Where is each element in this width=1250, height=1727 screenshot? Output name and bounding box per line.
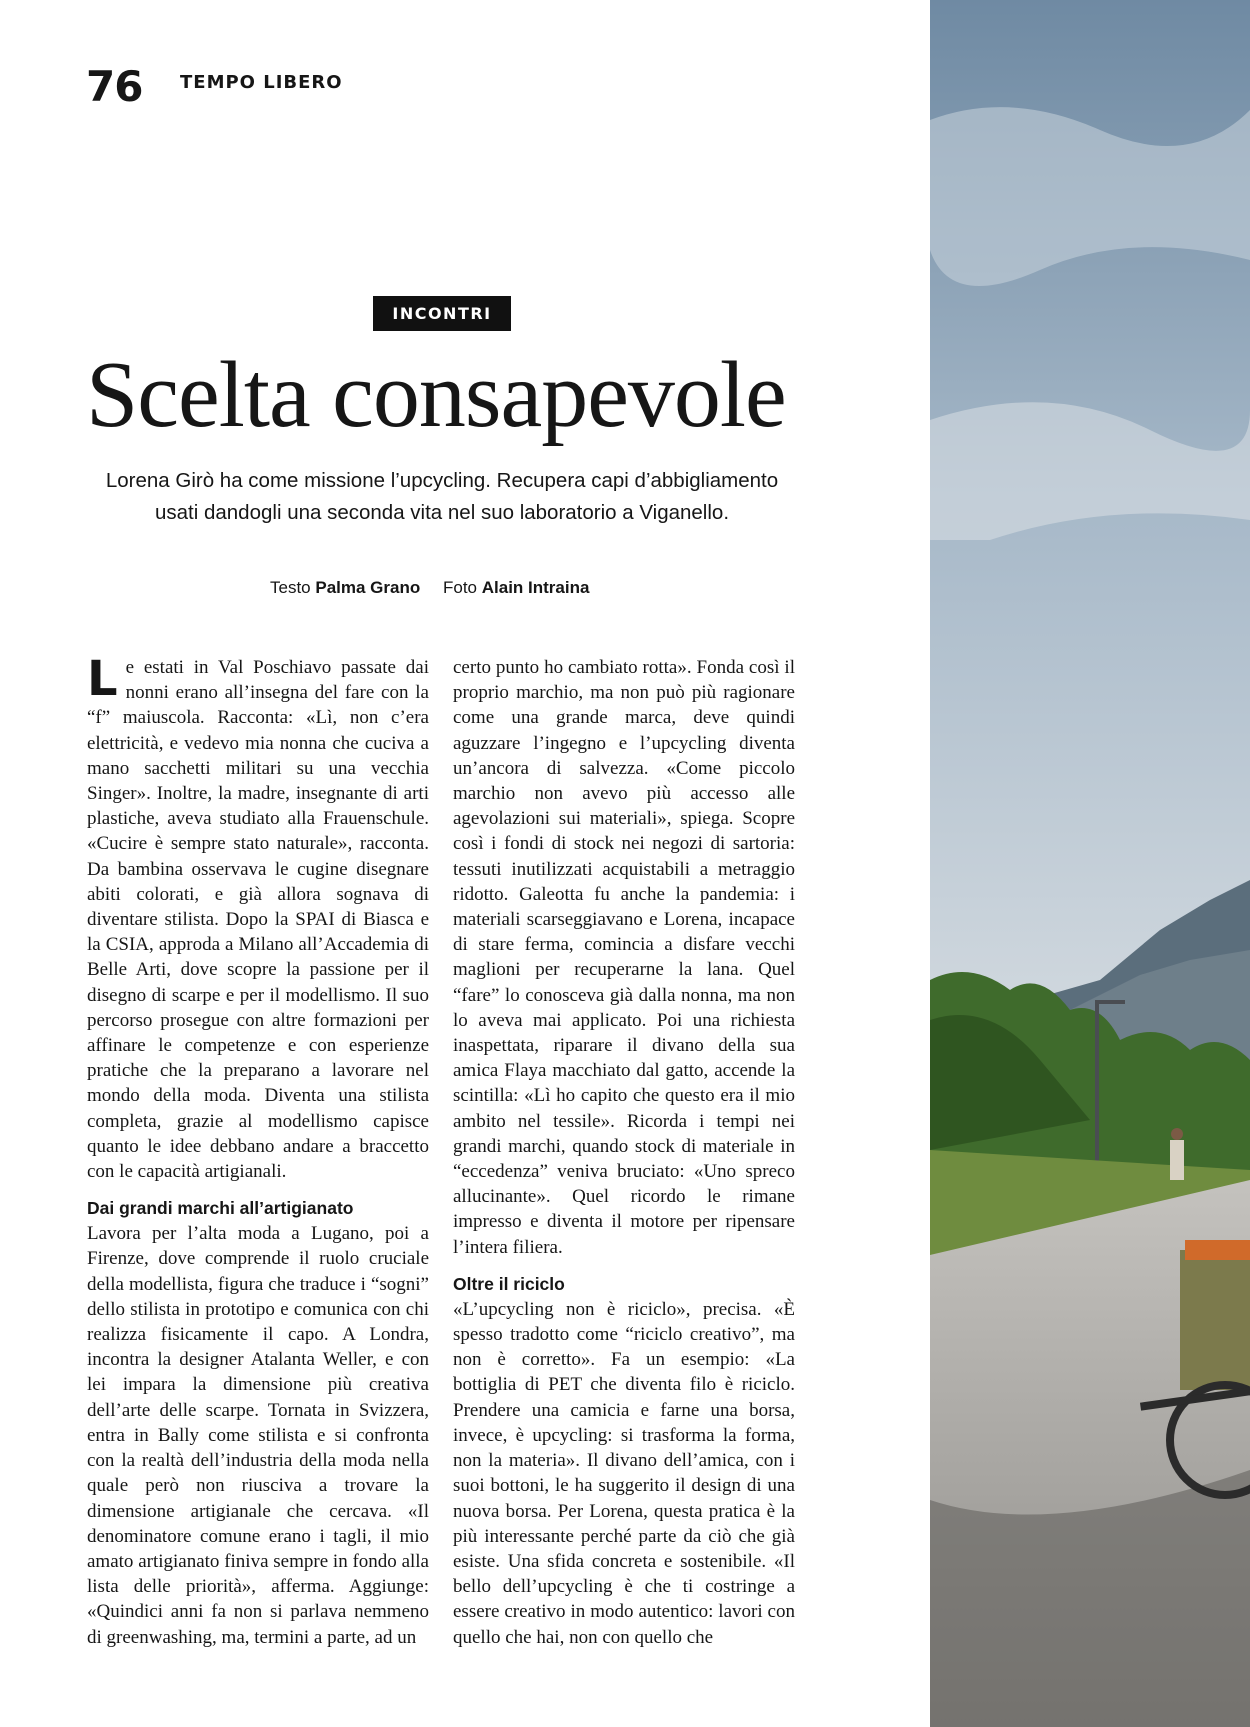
drop-cap: L <box>87 651 118 707</box>
cart <box>1180 1250 1250 1390</box>
article-photo <box>930 0 1250 1727</box>
body-paragraph: certo punto ho cambiato rotta». Fonda così il proprio marchio, ma non può più ragionare come una grande marca, deve quindi aguzzare l’ingegno e l’upcycling diventa un’ancora di salvezza. «Come piccolo marchio non avevo più accesso alle agevolazioni sui materiali», spiega. Scopre così i fondi di stock nei negozi di sartoria: tessuti inutilizzati acquistabili a metraggio ridotto. Galeotta fu anche la pandemia: i materiali scarseggiavano e Lorena, incapace di stare ferma, comincia a disfare vecchi maglioni per recuperarne la lana. Quel “fare” lo conosceva già dalla nonna, ma non lo aveva mai applicato. Poi una richiesta inaspettata, riparare il divano della sua amica Flaya macchiato dal gatto, accende la scintilla: «Lì ho capito che questo era il mio ambito nel tessile». Ricorda i tempi nei grandi marchi, quando stock di materiale in “eccedenza” veniva bruciato: «Uno spreco allucinante». Quel ricordo le rimane impresso e diventa il motore per ripensare l’intera filiera. <box>453 657 795 1258</box>
page-number: 76 <box>86 62 143 111</box>
text-author: Palma Grano <box>315 578 421 597</box>
landscape-photo <box>930 0 1250 1727</box>
paragraph-text: e estati in Val Poschiavo passate dai nonni erano all’insegna del fare con la “f” maiuscola. Racconta: «Lì, non c’era elettricità, e vedevo mia nonna che cuciva a mano sacchetti militari su una vecchia Singer». Inoltre, la madre, insegnante di arti plastiche, aveva studiato alla Frauenschule. «Cucire è sempre stato naturale», racconta. Da bambina osservava le cugine disegnare abiti colorati, e già allora sognava di diventare stilista. Dopo la SPAI di Biasca e la CSIA, approda a Milano all’Accademia di Belle Arti, dove scopre la passione per il disegno di scarpe e per il modellismo. Il suo percorso prosegue con altre formazioni per affinare le competenze e con esperienze pratiche che la preparano a lavorare nel mondo della moda. Diventa una stilista completa, grazie al modellismo capisce quanto le idee debbano andare a braccetto con le capacità artigianali. <box>87 657 429 1183</box>
subheading: Oltre il riciclo <box>453 1273 565 1294</box>
body-paragraph <box>87 651 429 1184</box>
section-title: TEMPO LIBERO <box>180 72 343 93</box>
article-column-2 <box>453 655 795 1650</box>
category-tag: INCONTRI <box>373 296 511 331</box>
subheading: Dai grandi marchi all’artigianato <box>87 1198 354 1219</box>
byline <box>270 578 607 598</box>
photo-author: Alain Intraina <box>481 578 590 597</box>
body-paragraph: «L’upcycling non è riciclo», precisa. «È spesso tradotto come “riciclo creativo”, ma non è corretto». Fa un esempio: «La bottiglia di PET che diventa filo è riciclo. Prendere una camicia e farne una borsa, invece, è upcycling: si trasforma la forma, non la materia». Il divano dell’amica, con i suoi bottoni, le ha suggerito il design di una nuova borsa. Per Lorena, questa pratica è la più interessante perché parte da ciò che già esiste. Una sfida concreta e sostenibile. «Il bello dell’upcycling è che ti costringe a essere creativo in modo autentico: lavori con quello che hai, non con quello che <box>453 1298 795 1648</box>
text-credit-label: Testo <box>270 578 311 597</box>
article-lead: Lorena Girò ha come missione l’upcycling. Recupera capi d’abbigliamento usati dandogli una seconda vita nel suo laboratorio a Viganello. <box>105 469 779 524</box>
article-column-1 <box>87 651 429 1650</box>
photo-credit-label: Foto <box>442 578 478 597</box>
person-head <box>1171 1128 1183 1140</box>
person <box>1170 1140 1184 1180</box>
cart-load <box>1185 1240 1250 1260</box>
body-paragraph: Lavora per l’alta moda a Lugano, poi a Firenze, dove comprende il ruolo cruciale della modellista, figura che traduce i “sogni” dello stilista in prototipo e comunica con chi realizza fisicamente il capo. A Londra, incontra la designer Atalanta Weller, e con lei impara la dimensione più creativa dell’arte delle scarpe. Tornata in Svizzera, entra in Bally come stilista e si confronta con la realtà dell’industria della moda nella quale però non riusciva a trovare la dimensione artigianale che cercava. «Il denominatore comune erano i tagli, il mio amato artigianato finiva sempre in fondo alla lista delle priorità», afferma. Aggiunge: «Quindici anni fa non si parlava nemmeno di greenwashing, ma, termini a parte, ad un <box>87 1223 429 1648</box>
lamp-post <box>1095 1000 1125 1004</box>
article-headline: Scelta consapevole <box>86 343 786 447</box>
